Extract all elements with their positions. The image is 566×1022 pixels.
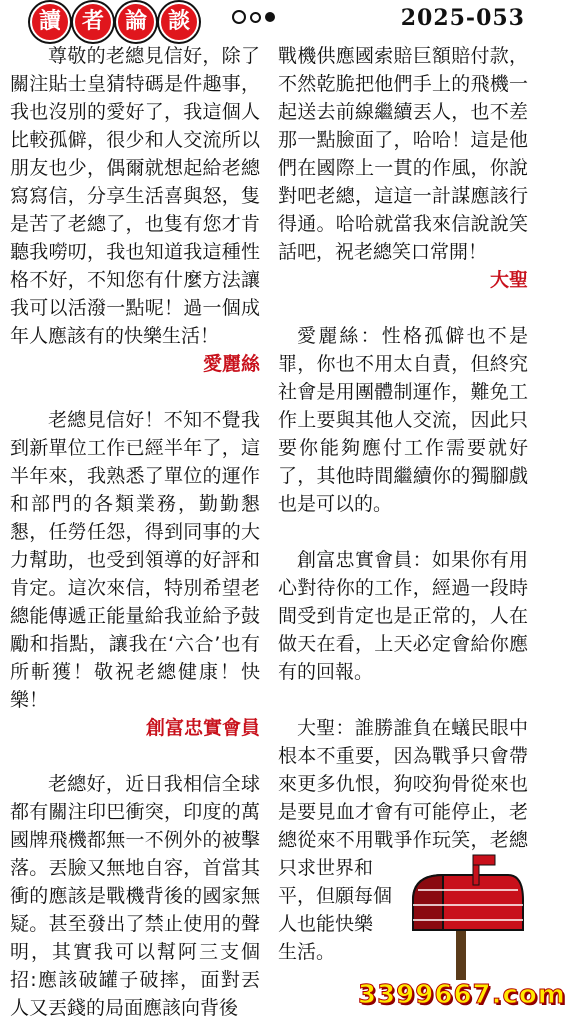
column-title xyxy=(30,2,199,42)
reply-dasheng-line: 人也能快樂 xyxy=(278,913,374,935)
circle-icon xyxy=(232,10,246,24)
letter-member: 老總見信好！不知不覺我到新單位工作已經半年了，這半年來，我熟悉了單位的運作和部門的各類業務，勤勤懇懇，任勞任怨，得到同事的大力幫助，也受到領導的好評和肯定。這次來信，特別希望老總能傳遞正能量給我並給予鼓勵和指點，讓我在‘六合’也有所斬獲！敬祝老總健康！快樂！ xyxy=(10,409,260,711)
left-column xyxy=(10,42,260,1022)
title-char: 者 xyxy=(73,2,113,42)
signature: 大聖 xyxy=(489,269,528,291)
decorative-dots xyxy=(232,10,275,24)
reply-dasheng: 大聖：誰勝誰負在蟻民眼中根本不重要，因為戰爭只會帶來更多仇恨，狗咬狗骨從來也是要見血才會有可能停止，老總從來不用戰爭作玩笑，老總只求世界和 xyxy=(278,717,528,879)
title-char: 談 xyxy=(159,2,199,42)
letter-dasheng: 老總好，近日我相信全球都有關注印巴衝突，印度的萬國牌飛機都無一不例外的被擊落。丟臉又無地自容，首當其衝的應該是戰機背後的國家無疑。甚至發出了禁止使用的聲明，其實我可以幫阿三支個招:應該破罐子破摔，面對丟人又丟錢的局面應該向背後 xyxy=(10,773,260,1019)
reply-aliss: 愛麗絲：性格孤僻也不是罪，你也不用太自責，但終究社會是用團體制運作，難免工作上要與其他人交流，因此只要你能夠應付工作需要就好了，其他時間繼續你的獨腳戲也是可以的。 xyxy=(278,325,528,515)
circle-icon xyxy=(250,12,261,23)
reply-member: 創富忠實會員：如果你有用心對待你的工作，經過一段時間受到肯定也是正常的，人在做天在看，上天必定會給你應有的回報。 xyxy=(278,549,528,683)
title-char: 論 xyxy=(116,2,156,42)
reply-dasheng-line: 生活。 xyxy=(278,941,336,963)
right-column xyxy=(278,42,528,966)
issue-number: 2025-053 xyxy=(400,5,525,31)
reply-dasheng-line: 平，但願每個 xyxy=(278,885,393,907)
header xyxy=(0,0,545,40)
letter-dasheng-continued: 戰機供應國索賠巨額賠付款，不然乾脆把他們手上的飛機一起送去前線繼續丟人，也不差那一點臉面了，哈哈！這是他們在國際上一貫的作風，你說對吧老總，這這一計謀應該行得通。哈哈就當我來信說說笑話吧，祝老總笑口常開！ xyxy=(278,45,528,263)
letter-aliss: 尊敬的老總見信好，除了關注貼士皇猜特碼是件趣事，我也沒別的愛好了，我這個人比較孤僻，很少和人交流所以朋友也少，偶爾就想起給老總寫寫信，分享生活喜與怒，隻是苦了老總了，也隻有您才肯聽我嘮叨，我也知道我這種性格不好，不知您有什麼方法讓我可以活潑一點呢！過一個成年人應該有的快樂生活！ xyxy=(10,45,260,347)
mailbox-illustration xyxy=(398,855,528,980)
signature: 創富忠實會員 xyxy=(145,717,260,739)
filled-circle-icon xyxy=(265,12,275,22)
watermark-logo: 3399667.com xyxy=(358,980,566,1010)
signature: 愛麗絲 xyxy=(202,353,260,375)
title-char: 讀 xyxy=(30,2,70,42)
